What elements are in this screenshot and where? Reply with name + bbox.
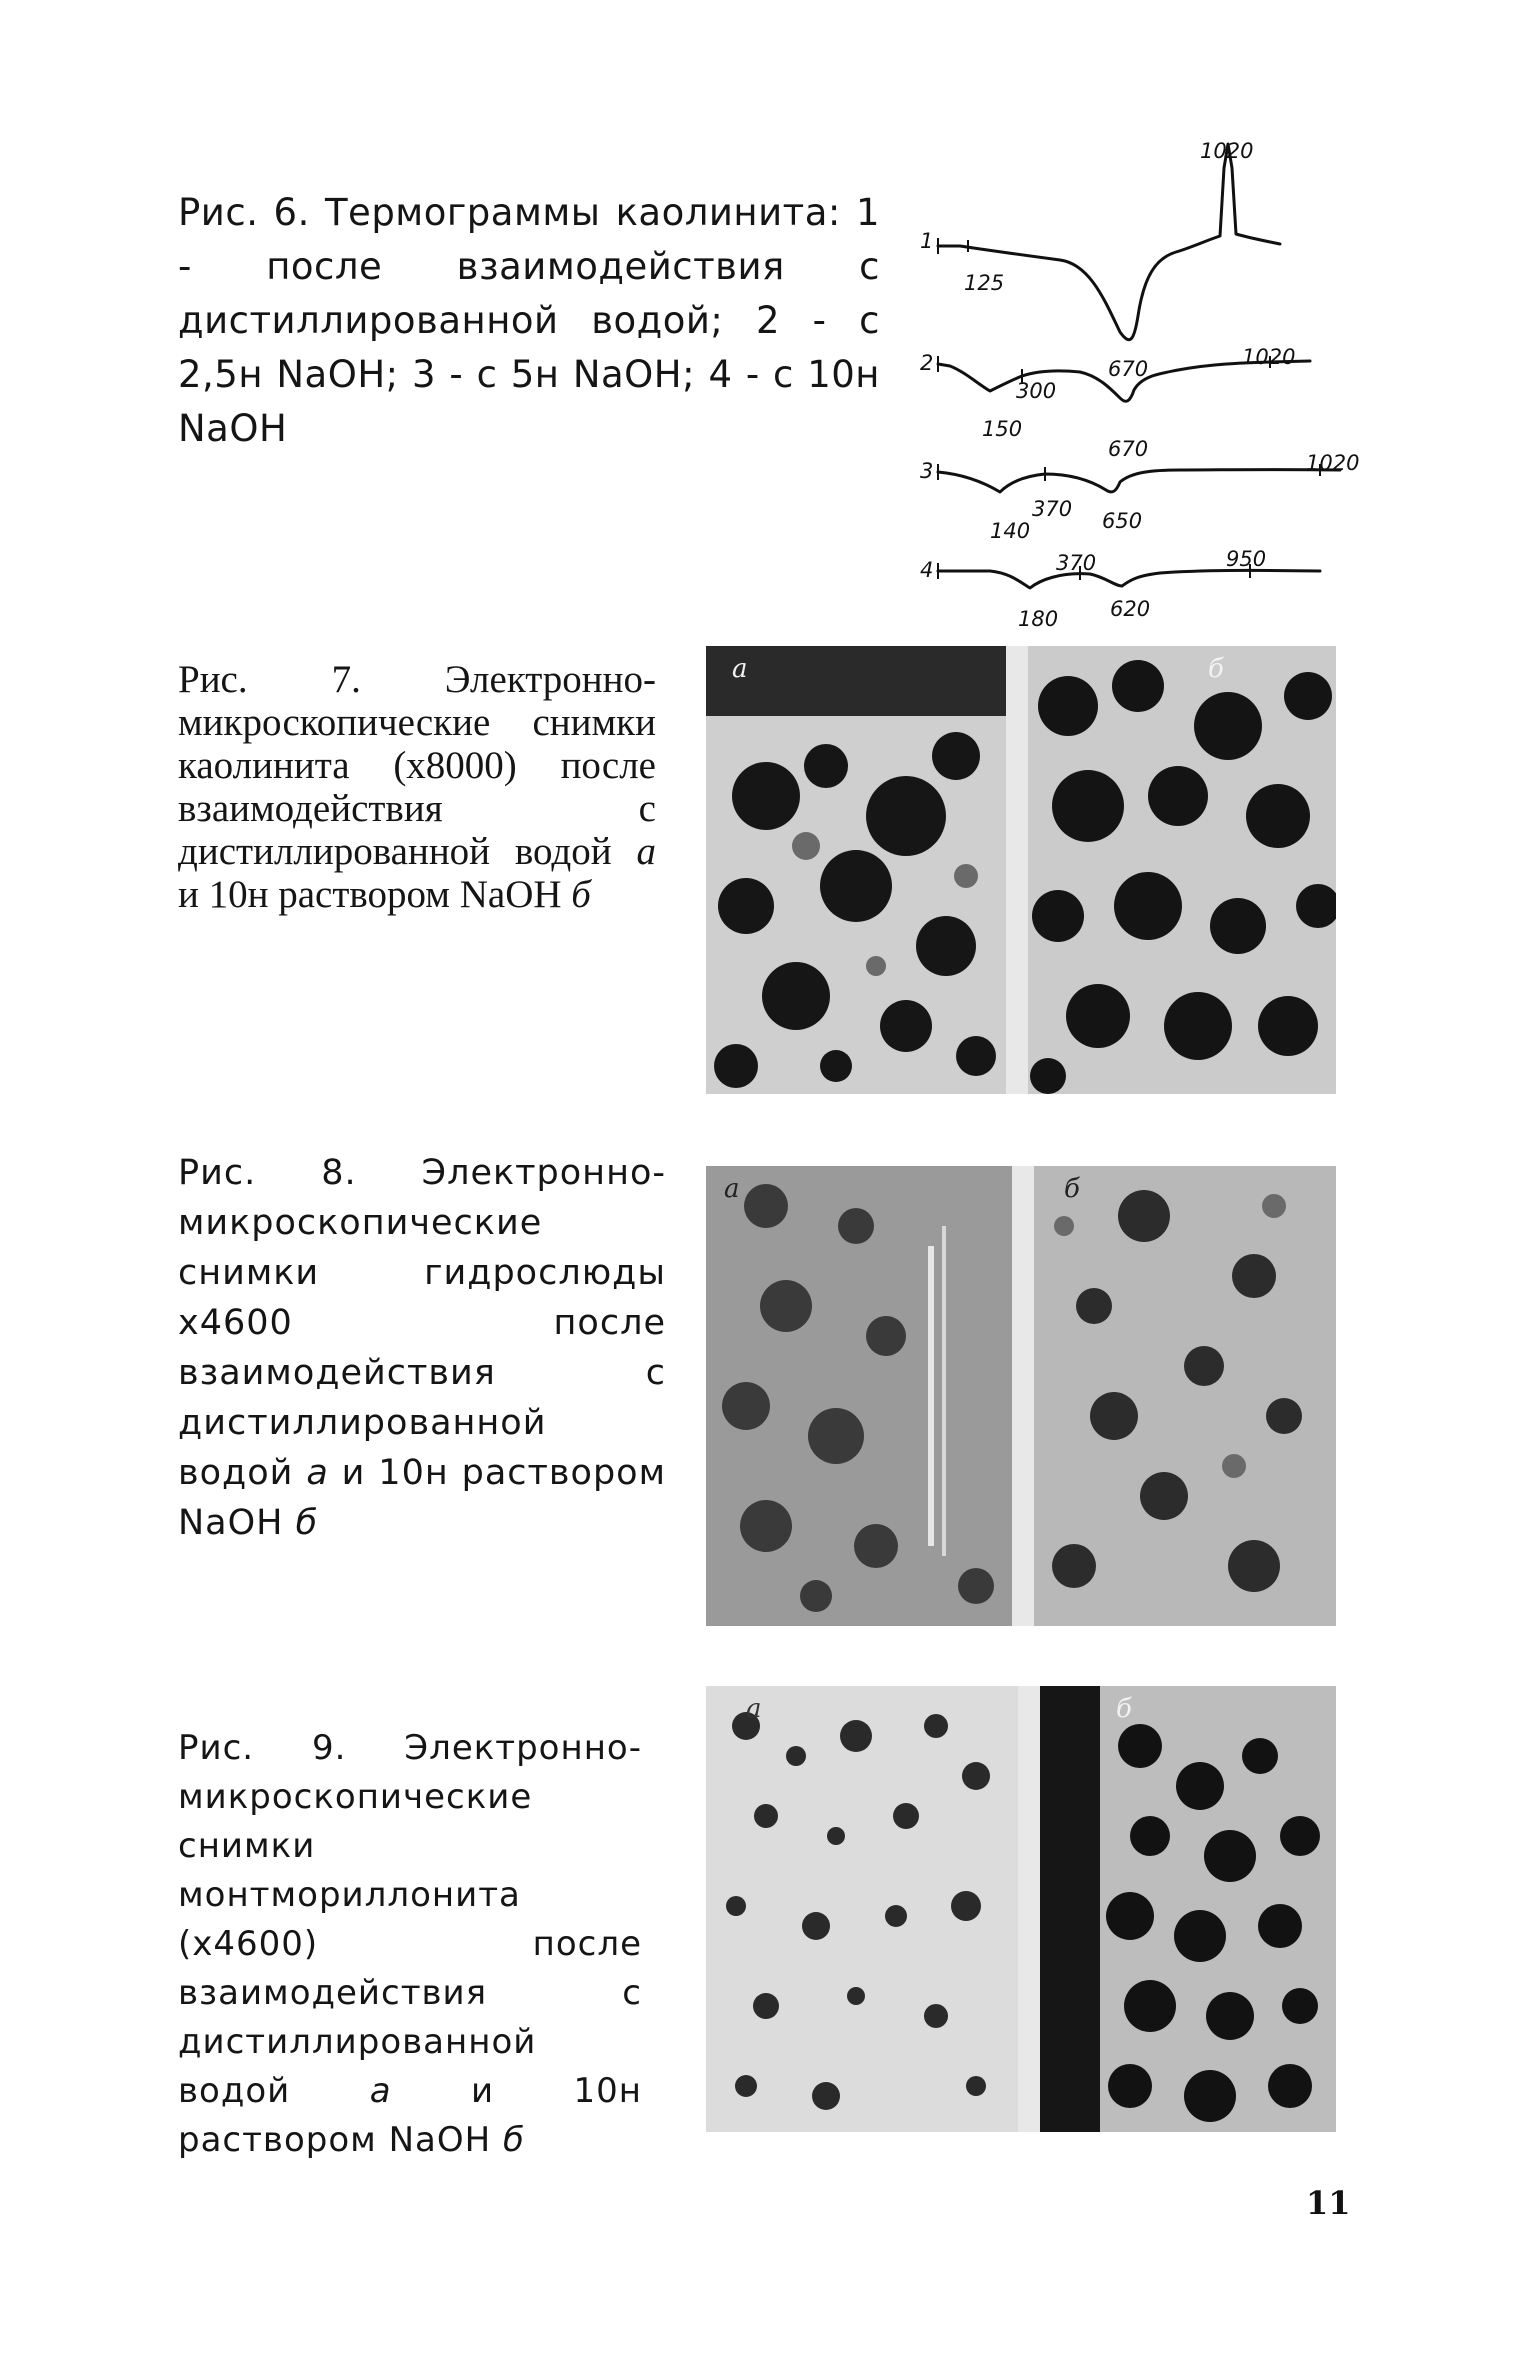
fig9-caption-and: и 10н раствором NaOH (178, 2071, 642, 2160)
fig9-caption-panel-a: а (369, 2071, 392, 2111)
fig9-micrograph-a (706, 1686, 1018, 2132)
fig6-caption: Рис. 6. Термограммы каолинита: 1 - после взаимодействия с дистиллированной водой; 2 - с 2,5н NaOH; 3 - с 5н NaOH; 4 - с 10н NaOH (178, 191, 880, 450)
fig6-thermogram-chart (920, 136, 1360, 636)
fig8-caption-panel-a: а (306, 1453, 329, 1493)
fig7-divider (1006, 646, 1028, 1094)
fig8-panel-label-a: а (724, 1174, 740, 1204)
fig7-micrograph-a-texture (706, 646, 1006, 1094)
fig7-micrograph-b-texture (1028, 646, 1336, 1094)
fig8-micrographs (706, 1166, 1336, 1626)
curve-4-label-370: 370 (1056, 551, 1097, 575)
curve-3-label-370: 370 (1032, 497, 1073, 521)
curve-4-number: 4 (920, 558, 934, 582)
fig8-caption (178, 1148, 666, 1548)
page-number: 11 (1306, 2184, 1351, 2222)
fig7-caption-and: и 10н раствором NaOH (178, 873, 562, 916)
fig7-panel-label-b: б (1208, 654, 1224, 684)
fig7-micrograph-b (1028, 646, 1336, 1094)
curve-4-label-180: 180 (1018, 607, 1059, 631)
fig8-micrograph-b-texture (1034, 1166, 1336, 1626)
curve-2-label-1020: 1020 (1242, 345, 1296, 369)
fig8-caption-and: и 10н раствором NaOH (178, 1453, 666, 1543)
curve-3-number: 3 (920, 459, 934, 483)
fig9-caption (178, 1724, 642, 2165)
fig8-divider (1012, 1166, 1034, 1626)
fig7-micrographs (706, 646, 1336, 1094)
thermogram-curve-3 (938, 470, 1340, 492)
curve-4-label-950: 950 (1226, 547, 1267, 571)
fig7-caption-panel-b: б (571, 873, 591, 916)
fig8-panel-label-b: б (1064, 1174, 1080, 1204)
curve-2-label-150: 150 (982, 417, 1023, 441)
curve-1-label-125: 125 (964, 271, 1005, 295)
fig7-caption (178, 658, 656, 916)
fig7-caption-text: Рис. 7. Электронно-микроскопические снимки каолинита (х8000) после взаимодействия с дистиллированной водой (178, 658, 656, 873)
fig9-micrograph-b (1040, 1686, 1336, 2132)
fig9-caption-panel-b: б (503, 2120, 525, 2160)
fig7-panel-label-a: а (732, 654, 748, 684)
curve-1-label-670: 670 (1108, 357, 1149, 381)
fig9-micrograph-b-texture (1040, 1686, 1336, 2132)
fig9-divider (1018, 1686, 1040, 2132)
curve-4-label-620: 620 (1110, 597, 1151, 621)
fig9-panel-label-a: а (746, 1694, 762, 1724)
curve-3-label-140: 140 (990, 519, 1031, 543)
fig8-caption-text: Рис. 8. Электронно-микроскопические снимки гидрослюды х4600 после взаимодействия с дистиллированной водой (178, 1153, 666, 1493)
fig9-micrograph-a-texture (706, 1686, 1018, 2132)
fig7-caption-panel-a: а (636, 830, 657, 873)
curve-1-number: 1 (920, 229, 934, 253)
thermogram-curve-4 (938, 570, 1320, 588)
fig8-micrograph-b (1034, 1166, 1336, 1626)
fig9-caption-text: Рис. 9. Электронно-микроскопические снимки монтмориллонита (х4600) после взаимодействия с дистиллированной водой (178, 1728, 642, 2111)
fig9-panel-label-b: б (1116, 1694, 1132, 1724)
curve-2-label-300: 300 (1016, 379, 1057, 403)
curve-3-label-1020: 1020 (1306, 451, 1360, 475)
curve-3-label-650: 650 (1102, 509, 1143, 533)
curve-2-label-670: 670 (1108, 437, 1149, 461)
fig8-micrograph-a (706, 1166, 1012, 1626)
fig8-caption-panel-b: б (295, 1503, 319, 1543)
fig8-micrograph-a-texture (706, 1166, 1012, 1626)
fig7-micrograph-a (706, 646, 1006, 1094)
thermogram-curve-1 (938, 144, 1280, 340)
curve-1-label-1020: 1020 (1200, 139, 1254, 163)
fig9-micrographs (706, 1686, 1336, 2132)
curve-2-number: 2 (920, 351, 934, 375)
